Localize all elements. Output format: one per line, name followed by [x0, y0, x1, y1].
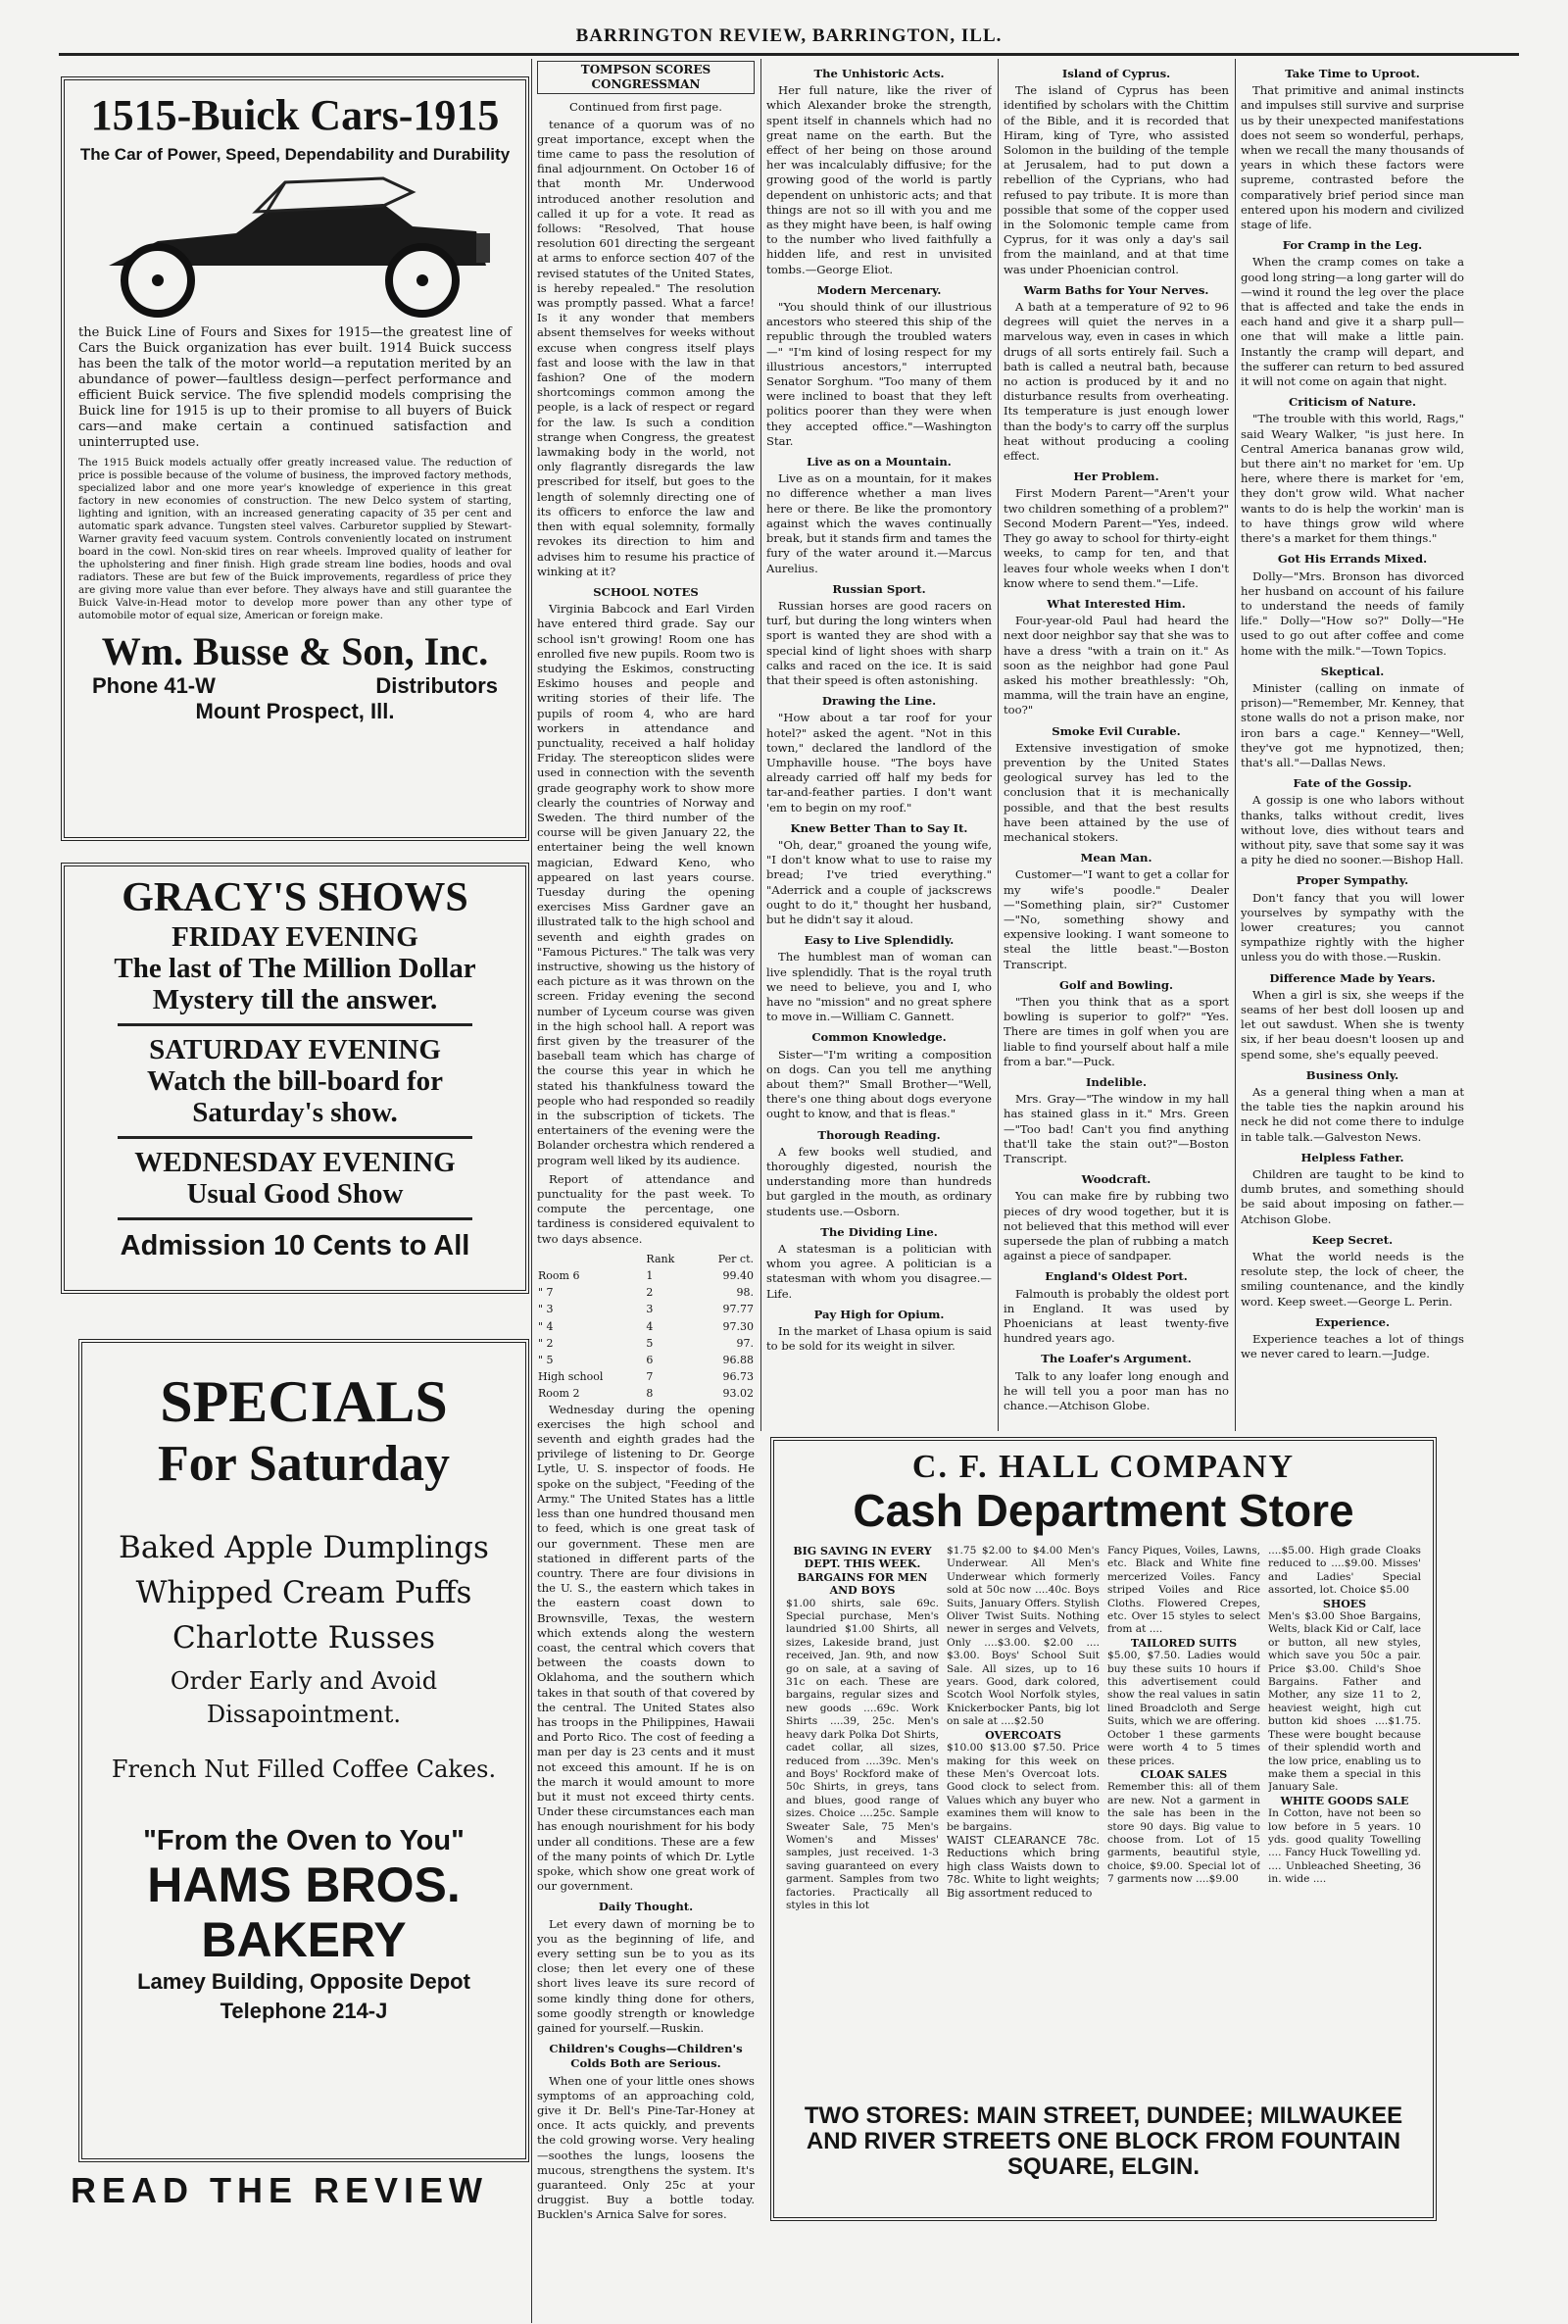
item-text: Customer—"I want to get a collar for my wife's poodle." Dealer—"Something plain, sir?" Customer—"No, something showy and expensive looking. I want someone to steal the little beast."—Boston Transcript. [1004, 867, 1229, 971]
item-heading: Knew Better Than to Say It. [790, 820, 968, 835]
article-text: Virginia Babcock and Earl Virden have entered third grade. Say our school isn't growing! Room one has enrolled five new pupils. Room two is studying the Eskimos, constructing Eskimo houses and people and writing stories of their life. The pupils of room 4, who are hard workers in attendance and punctuality, received a half holiday Friday. The stereopticon slides were used in connection with the seventh grade geography work to show more clearly the countries of Norway and Sweden. The third number of the course will be given January 22, the entertainer being the well known magician, Edward Keno, who appeared on last years course. Tuesday during the opening exercises Miss Gardner gave an illustrated talk to the high school and seventh and eighth grades on "Famous Pictures." The talk was very instructive, showing us the history of each picture as it was thrown on the screen. Friday evening the second number of Lyceum course was given in the high school hall. A report was first given by the treasurer of the baseball team which has charge of the course this year in which he stated his thankfulness toward the people who had responded so readily in the subscription of tickets. The entertainers of the evening were the Bolander orchestra which rendered a program well liked by its audience. [537, 602, 755, 1167]
specials-title: SPECIALS [160, 1369, 448, 1434]
item-text: The island of Cyprus has been identified by scholars with the Chittim of the Bible, and it is recorded that Hiram, king of Tyre, who assisted Solomon in the building of the temple at Jerusalem, had to put down a rebellion of the Cyprians, who had refused to pay tribute. It is more than possible that some of the copper used in the Solomonic temple came from Cyprus, for it was only a day's sail from the mainland, and at that time was under Phoenician control. [1004, 83, 1229, 276]
divider [118, 1136, 472, 1139]
ad-subheading: SHOES [1322, 1597, 1367, 1610]
bakery-name-2: BAKERY [201, 1912, 407, 1967]
item-text: First Modern Parent—"Aren't your two children something of a problem?" Second Modern Parent—"Yes, indeed. They go away to school for thirty-eight weeks, to camp for ten, and that leaves four whole weeks when I don't know where to send them."—Life. [1004, 486, 1229, 590]
item-heading: Thorough Reading. [817, 1127, 941, 1142]
hall-ad-col-1 [786, 1545, 939, 2094]
wednesday-text: Usual Good Show [186, 1178, 404, 1210]
item-text: "You should think of our illustrious ancestors who steered this ship of the republic through the troubled waters—" "I'm kind of losing respect for my illustrious ancestors," interrupted Senator Sorghum. "Too many of them were inclined to boast that they left politics poorer than they were when they accepted office."—Washington Star. [766, 300, 992, 448]
article-headline: TOMPSON SCORES CONGRESSMAN [537, 61, 755, 94]
item-text: As a general thing when a man at the table ties the napkin around his neck he did not come there to indulge in table talk.—Galveston News. [1241, 1085, 1464, 1144]
item-heading: What Interested Him. [1047, 596, 1186, 611]
table-row: " 7 2 98. [538, 1286, 754, 1300]
item-text: Children are taught to be kind to dumb brutes, and something should be said about imposing on father.—Atchison Globe. [1241, 1167, 1464, 1226]
item-heading: Indelible. [1085, 1075, 1148, 1089]
column-rule [531, 59, 532, 2323]
ad-subheading: WAIST CLEARANCE 78c. Reductions which bring high class Waists down to 78c. White to light weights; Big assortment reduced to [947, 1833, 1100, 1900]
item-text: Dolly—"Mrs. Bronson has divorced her husband on account of his failure to understand the needs of family life." Dolly—"How so?" Dolly—"He used to go out after coffee and come home with the milk."—Town Topics. [1241, 569, 1464, 658]
table-row: Room 6 1 99.40 [538, 1269, 754, 1283]
news-column-3 [766, 61, 992, 1429]
item-text: Talk to any loafer long enough and he will tell you a poor man has no chance.—Atchison Globe. [1004, 1368, 1229, 1413]
distributor-role: Distributors [375, 673, 498, 698]
hall-ad-col-3 [1107, 1545, 1260, 2094]
table-row: Room 2 8 93.02 [538, 1387, 754, 1401]
item-text: Falmouth is probably the oldest port in England. It was used by Phoenicians at least twenty-five hundred years ago. [1004, 1286, 1229, 1346]
item-text: A bath at a temperature of 92 to 96 degrees will quiet the nerves in a marvelous way, even in cases in which drugs of all sorts entirely fail. Such a bath is called a neutral bath, because no action is produced by it and no disturbance results from overheating. Its temperature is just enough lower than the body's to carry off the surplus heat without producing a cooling effect. [1004, 300, 1229, 464]
item-text: Minister (calling on inmate of prison)—"Remember, Mr. Kenney, that stone walls do not a prison make, nor iron bars a cage." Kenney—"Well, they've got me hypnotized, then; that's all."—Dallas News. [1241, 680, 1464, 769]
divider [118, 1023, 472, 1026]
item-heading: Island of Cyprus. [1061, 67, 1171, 80]
item-text: A statesman is a politician with whom you agree. A politician is a statesman with whom you disagree.—Life. [766, 1242, 992, 1301]
ad-text: Fancy Piques, Voiles, Lawns, etc. Black and White fine mercerized Voiles. Fancy striped Voiles and Rice Cloths. Flowered Crepes, etc. Over 15 styles to select from at .... [1107, 1545, 1260, 1636]
item-heading: Modern Mercenary. [816, 282, 942, 297]
table-row: High school 7 96.73 [538, 1370, 754, 1384]
item-heading: Warm Baths for Your Nerves. [1023, 282, 1209, 297]
divider [118, 1217, 472, 1220]
item-text: "The trouble with this world, Rags," said Weary Walker, "is just here. In Central America bananas grow wild, but there ain't no market for 'em. Up here, where there is market for 'em, they don't grow wild. What nacher wants to do is help the workin' man is to have things grow wild where there's a market for them things." [1241, 412, 1464, 546]
ad-text: Remember this: all of them are new. Not a garment in the sale has been in the store 90 days. Big value to choose from. Lot of 15 garments, beautiful style, choice, $9.00. Special lot of 7 garments now ....$9.00 [1107, 1781, 1260, 1886]
news-column-5 [1241, 61, 1464, 1429]
item-text: "How about a tar roof for your hotel?" asked the agent. "Not in this town," declared the landlord of the Umphaville house. "The boys have already carried off half my beds for tar-and-feather parties. I don't want 'em to begin on my roof." [766, 711, 992, 815]
order-note: Order Early and Avoid Dissapointment. [170, 1667, 438, 1728]
item-heading: For Cramp in the Leg. [1282, 238, 1423, 253]
read-the-review-banner: READ THE REVIEW [71, 2170, 489, 2210]
item-heading: Pay High for Opium. [813, 1307, 945, 1321]
item-text: Mrs. Gray—"The window in my hall has stained glass in it." Mrs. Green—"Too bad! Can't you find anything that'll take the stain out?"—Boston Transcript. [1004, 1092, 1229, 1166]
hall-company-ad [770, 1437, 1437, 2221]
column-rule [760, 59, 761, 1431]
item-text: That primitive and animal instincts and impulses still survive and surprise us by their unexpected manifestations does not seem so wonderful, perhaps, when we recall the many thousands of years in which these factors were supreme, contrasted before the comparatively brief period since man entered upon his modern and civilized stage of life. [1241, 83, 1464, 232]
ad-text: Men's $3.00 Shoe Bargains, Welts, black Kid or Calf, lace or button, all new styles, which save you 50c a pair. Price $3.00. Child's Shoe Bargains. Father and Mother, any size 11 to 2, heaviest weight, high cut button kid shoes ....$1.75. These were bought because of their splendid worth and the low price, enabling us to make them a special in this January Sale. [1268, 1610, 1421, 1794]
item-heading: Easy to Live Splendidly. [804, 933, 955, 948]
item-text: The humblest man of woman can live splendidly. That is the royal truth we need to believe, you and I, who have no "mission" and no great sphere to move in.—William C. Gannett. [766, 950, 992, 1024]
ad-subheading: WHITE GOODS SALE [1280, 1794, 1409, 1807]
item-heading: Helpless Father. [1300, 1150, 1404, 1164]
table-row: " 2 5 97. [538, 1336, 754, 1350]
column-rule [1235, 59, 1236, 1431]
hall-ad-columns [786, 1545, 1421, 2094]
table-row: " 3 3 97.77 [538, 1303, 754, 1316]
special-item: Baked Apple Dumplings [119, 1530, 489, 1565]
buick-title: 1515-Buick Cars-1915 [90, 91, 500, 139]
item-heading: Criticism of Nature. [1289, 395, 1416, 410]
item-heading: Skeptical. [1320, 664, 1385, 678]
article-text: tenance of a quorum was of no great importance, except when the time came to pass the resolution of final adjournment. On October 16 of that month Mr. Underwood introduced another resolution and called it up for a vote. It read as follows: "Resolved, That house resolution 601 directing the sergeant at arms to enforce section 407 of the revised statutes of the United States, is hereby repealed." The resolution was promptly passed. What a farce! Is it any wonder that members absent themselves for weeks without excuse when congress itself plays fast and loose with the law in that fashion? One of the modern shortcomings common among the people, is a lack of respect or regard for the law. Is such a condition strange when Congress, the greatest lawmaking body in the world, not only flagrantly disregards the law prescribed for itself, but goes to the length of solemnly directing one of its officers to enforce the law and then with equal solemnity, formally revokes its direction to him and advises him to resume his practice of winking at it? [537, 117, 755, 578]
item-heading: Difference Made by Years. [1269, 970, 1436, 985]
item-heading: Mean Man. [1080, 851, 1152, 865]
phone-number: Phone 41-W [92, 673, 216, 698]
ad-text: $5.00, $7.50. Ladies would buy these suits 10 hours if this advertisement could show the real values in satin lined Broadcloth and Serge Suits, which we are offering. October 1 these garments were worth 4 to 5 times these prices. [1107, 1650, 1260, 1767]
item-text: Her full nature, like the river of which Alexander broke the strength, spent itself in channels which had no great name on the earth. But the effect of her being on those around her was incalculably diffusive; for the growing good of the world is partly dependent on unhistoric acts; and that things are not so ill with you and me as they might have been, is half owing to the number who lived faithfully a hidden life, and rest in unvisited tombs.—George Eliot. [766, 83, 992, 276]
ad-text: In Cotton, have not been so low before in 5 years. 10 yds. good quality Towelling .... Fancy Huck Towelling yd. .... Unbleached Sheeting, 36 in. wide .... [1268, 1807, 1421, 1886]
bakery-telephone: Telephone 214-J [220, 1999, 388, 2023]
item-text: When a girl is six, she weeps if the seams of her best doll loosen up and let out sawdust. When she is twenty six, if her beau doesn't loosen up and spend some, she's equally peeved. [1241, 987, 1464, 1062]
specials-subtitle: For Saturday [157, 1436, 451, 1492]
special-item: Charlotte Russes [172, 1620, 436, 1656]
saturday-text: Watch the bill-board for Saturday's show. [146, 1065, 444, 1128]
item-text: Extensive investigation of smoke prevention by the United States geological survey has led to the conclusion that it is mechanically possible, and that the best results have been attained by the use of mechanical stokers. [1004, 740, 1229, 844]
section-heading: Children's Coughs—Children's Colds Both are Serious. [549, 2042, 743, 2071]
friday-heading: FRIDAY EVENING [172, 921, 418, 953]
automobile-illustration [89, 173, 501, 320]
wednesday-heading: WEDNESDAY EVENING [134, 1147, 456, 1178]
ad-subheading: CLOAK SALES [1140, 1767, 1228, 1781]
bakery-slogan: "From the Oven to You" [143, 1825, 465, 1856]
article-text: When one of your little ones shows symptoms of an approaching cold, give it Dr. Bell's Pine-Tar-Honey at once. It acts quickly, and prevents the cold growing worse. Very healing—soothes the lungs, loosens the mucous, strengthens the system. It's guaranteed. Only 25c at your druggist. Buy a bottle today. Bucklen's Arnica Salve for sores. [537, 2073, 755, 2222]
friday-text: The last of The Million Dollar Mystery till the answer. [114, 953, 476, 1015]
article-text: Wednesday during the opening exercises the high school and seventh and eighth grades had the privilege of listening to Dr. George Lytle, U. S. inspector of foods. He spoke on the subject, "Feeding of the Army." The United States has a little less than one hundred thousand men to feed, which is one great task of our government. These men are stationed in different parts of the country. There are four divisions in the U. S., the eastern which takes in the eastern coast down to Brownsville, Texas, the western which extends along the western coast, the central which covers that between the coasts down to Oklahoma, and the southern which takes in that south of that covered by the central. The United States also has troops in the Philippines, Hawaii and Porto Rico. The cost of feeding a man per day is 23 cents and it must not exceed this amount. If he is on the march it would amount to more but it must not exceed thirty cents. Under these circumstances each man has enough nourishment for his body under all conditions. These are a few of the many points of which Dr. Lytle spoke, which show one great work of our government. [537, 1402, 755, 1894]
phone-line [78, 673, 512, 699]
item-heading: Her Problem. [1073, 470, 1159, 484]
item-text: Live as on a mountain, for it makes no difference whether a man lives here or there. Be like the promontory against which the waves continually break, but it stands firm and tames the fury of the water around it.—Marcus Aurelius. [766, 471, 992, 575]
ad-subheading: BIG SAVING IN EVERY DEPT. THIS WEEK. BARGAINS FOR MEN AND BOYS [793, 1545, 932, 1598]
item-heading: Keep Secret. [1311, 1232, 1394, 1247]
article-text: Report of attendance and punctuality for the past week. To compute the percentage, one tardiness is considered equivalent to two days absence. [537, 1171, 755, 1246]
ad-text: $1.75 $2.00 to $4.00 Men's Underwear. All Men's Underwear which formerly sold at 50c now ....40c. Boys Suits, January Offers. Stylish Oliver Twist Suits. Nothing newer in serges and Velvets, Only ....$3.00. $2.00 .... $3.00. Boys' School Suit Sale. All sizes, up to 16 years. Good, dark colored, Scotch Wool Norfolk styles, Knickerbocker Pants, big lot on sale at ....$2.50 [947, 1545, 1100, 1728]
hall-ad-col-2 [947, 1545, 1100, 2094]
item-heading: Business Only. [1305, 1067, 1399, 1082]
item-heading: Woodcraft. [1081, 1172, 1152, 1187]
table-header: Rank [646, 1252, 675, 1265]
buick-body: the Buick Line of Fours and Sixes for 1915—the greatest line of Cars the Buick organization has ever built. 1914 Buick success has been the talk of the motor world—a reputation merited by an abundance of power—faultless design—perfect performance and efficient Buick service. The five splendid models comprising the Buick line for 1915 is up to their promise to all buyers of Buick cars—and make certain a continued satisfaction and uninterrupted use. [78, 325, 512, 450]
news-column-2 [537, 61, 755, 2315]
article-text: Let every dawn of morning be to you as the beginning of life, and every setting sun be to you as its close; then let every one of these short lives leave its sure record of some kindly thing done for others, some goodly strength or knowledge gained for yourself.—Ruskin. [537, 1916, 755, 2035]
item-heading: England's Oldest Port. [1045, 1269, 1188, 1284]
firm-town: Mount Prospect, Ill. [195, 699, 395, 723]
bakery-name: HAMS BROS. [147, 1857, 461, 1912]
item-text: Four-year-old Paul had heard the next door neighbor say that she was to have a dress "with a train on it." As soon as the neighbor had gone Paul asked his mother breathlessly: "Oh, mamma, will the train have an engine, too?" [1004, 614, 1229, 717]
column-rule [998, 59, 999, 1431]
firm-name: Wm. Busse & Son, Inc. [101, 629, 489, 673]
ad-text: $1.00 shirts, sale 69c. Special purchase, Men's laundried $1.00 Shirts, all sizes, Lakeside brand, just received, Jan. 9th, and now go on sale, at a saving of 31c on each. These are bargains, regular sizes and new goods ....69c. Work Shirts ....39, 25c. Men's heavy dark Polka Dot Shirts, cadet collar, all sizes, reduced from ....39c. Men's and Boys' Rockford make of 50c Shirts, in greys, tans and blues, good range of sizes. Choice ....25c. Sample Sweater Sale, 75 Men's Women's and Misses' samples, just received. 1-3 saving guaranteed on every garment. Samples from two factories. Practically all styles in this lot [786, 1597, 939, 1911]
item-text: What the world needs is the resolute step, the lock of cheer, the smiling countenance, and the kindly word. Keep sweet.—George L. Perin. [1241, 1250, 1464, 1309]
bakery-address: Lamey Building, Opposite Depot [137, 1969, 470, 1994]
item-text: "Oh, dear," groaned the young wife, "I don't know what to use to raise my bread; I've tried everything." "Aderrick and a couple of jackscrews ought to do it," thought her husband, but he didn't say it aloud. [766, 837, 992, 926]
continued-note: Continued from first page. [569, 100, 722, 115]
gracy-title: GRACY'S SHOWS [122, 875, 468, 920]
item-text: Sister—"I'm writing a composition on dogs. Can you tell me anything about them?" Small Brother—"Well, there's one thing about dogs everyone ought to know, and that is fleas." [766, 1047, 992, 1121]
saturday-heading: SATURDAY EVENING [149, 1034, 441, 1065]
item-heading: Proper Sympathy. [1296, 873, 1409, 888]
table-row: " 4 4 97.30 [538, 1319, 754, 1333]
section-heading: SCHOOL NOTES [593, 584, 699, 599]
attendance-table [537, 1251, 755, 1403]
item-text: Russian horses are good racers on turf, but during the long winters when sport is wanted they are shod with a special kind of light shoes with sharp calks and raced on the ice. It is said that their speed is often astonishing. [766, 598, 992, 687]
gracys-shows-ad [61, 863, 529, 1294]
table-header: Per ct. [717, 1252, 754, 1265]
item-heading: Experience. [1314, 1314, 1391, 1329]
masthead: BARRINGTON REVIEW, BARRINGTON, ILL. [59, 20, 1519, 56]
item-heading: Common Knowledge. [811, 1030, 947, 1045]
section-heading: Daily Thought. [598, 1900, 694, 1914]
item-heading: Golf and Bowling. [1058, 977, 1174, 992]
item-heading: The Loafer's Argument. [1041, 1352, 1192, 1366]
item-heading: Take Time to Uproot. [1285, 67, 1420, 80]
item-text: When the cramp comes on take a good long string—a long garter will do—wind it round the leg over the place that is affected and take the ends in each hand and give it a sharp pull—one that will make a little pain. Instantly the cramp will depart, and the sufferer can return to bed assured it will not come on again that night. [1241, 255, 1464, 389]
item-heading: Got His Errands Mixed. [1277, 552, 1428, 567]
buick-subtitle: The Car of Power, Speed, Dependability and Durability [79, 145, 511, 164]
special-item: Whipped Cream Puffs [135, 1575, 472, 1610]
item-text: Experience teaches a lot of things we never cared to learn.—Judge. [1241, 1332, 1464, 1361]
admission-text: Admission 10 Cents to All [120, 1230, 470, 1261]
ad-text: ....$5.00. High grade Cloaks reduced to ....$9.00. Misses' and Ladies' Special assorted, lot. Choice $5.00 [1268, 1545, 1421, 1597]
item-heading: Smoke Evil Curable. [1052, 723, 1181, 738]
item-heading: Live as on a Mountain. [807, 455, 952, 470]
bakery-specials-ad [78, 1339, 529, 2162]
news-column-4 [1004, 61, 1229, 1429]
hall-store-name: Cash Department Store [853, 1485, 1354, 1536]
item-text: "Then you think that as a sport bowling is superior to golf?" "Yes. There are times in golf when you are liable to find yourself about half a mile from a bar."—Puck. [1004, 994, 1229, 1068]
hall-company-name: C. F. HALL COMPANY [911, 1449, 1296, 1485]
item-text: Don't fancy that you will lower yourselves by sympathy with the lower creatures; you cannot sympathize rightly with the higher unless you do with those.—Ruskin. [1241, 890, 1464, 964]
item-text: A gossip is one who labors without thanks, talks without credit, lives without love, dies without tears and without pity, save that some say it was a pity he died no sooner.—Bishop Hall. [1241, 793, 1464, 867]
item-text: You can make fire by rubbing two pieces of dry wood together, but it is not believed that this method will ever supersede the plan of rubbing a match against a piece of sandpaper. [1004, 1189, 1229, 1263]
hall-store-locations: TWO STORES: MAIN STREET, DUNDEE; MILWAUKEE AND RIVER STREETS ONE BLOCK FROM FOUNTAIN SQUARE, ELGIN. [804, 2102, 1403, 2180]
buick-ad [61, 76, 529, 841]
buick-features: The 1915 Buick models actually offer greatly increased value. The reduction of price is possible because of the volume of business, the improved factory methods, specialized labor and one more year's knowledge of experience in this great factory in new economies of construction. The new Delco system of starting, lighting and ignition, with an increased generating capacity of 35 per cent and automatic spark advance. Tungsten steel valves. Carburetor supplied by Stewart-Warner gravity feed vacuum system. Controls conveniently located on instrument board in the cowl. Non-skid tires on rear wheels. Improved quality of leather for the upholstering and finer finish. High grade stream line bodies, hoods and oval radiators. These are but few of the Buick improvements, regardless of price they are giving more value than ever before. They always have and still guarantee the Buick Valve-in-Head motor to develop more power than any other type of automobile motor of equal size, American or foreign make. [78, 457, 512, 621]
item-heading: The Dividing Line. [820, 1224, 938, 1239]
ad-subheading: OVERCOATS [985, 1728, 1061, 1742]
hall-ad-col-4 [1268, 1545, 1421, 2094]
item-text: A few books well studied, and thoroughly digested, nourish the understanding more than hundreds but gargled in the mouth, as ordinary students use.—Osborn. [766, 1144, 992, 1218]
table-header [537, 1251, 645, 1267]
item-heading: Russian Sport. [832, 581, 926, 596]
coffee-cakes: French Nut Filled Coffee Cakes. [111, 1755, 497, 1783]
ad-subheading: TAILORED SUITS [1130, 1636, 1238, 1650]
ad-text: $10.00 $13.00 $7.50. Price making for this week on these Men's Overcoat lots. Good clock to select from. Values which any buyer who examines them will know to be bargains. [947, 1742, 1100, 1833]
table-row: " 5 6 96.88 [538, 1354, 754, 1367]
item-heading: Drawing the Line. [821, 694, 937, 709]
item-heading: The Unhistoric Acts. [813, 67, 945, 80]
item-text: In the market of Lhasa opium is said to be sold for its weight in silver. [766, 1324, 992, 1354]
item-heading: Fate of the Gossip. [1293, 776, 1412, 791]
